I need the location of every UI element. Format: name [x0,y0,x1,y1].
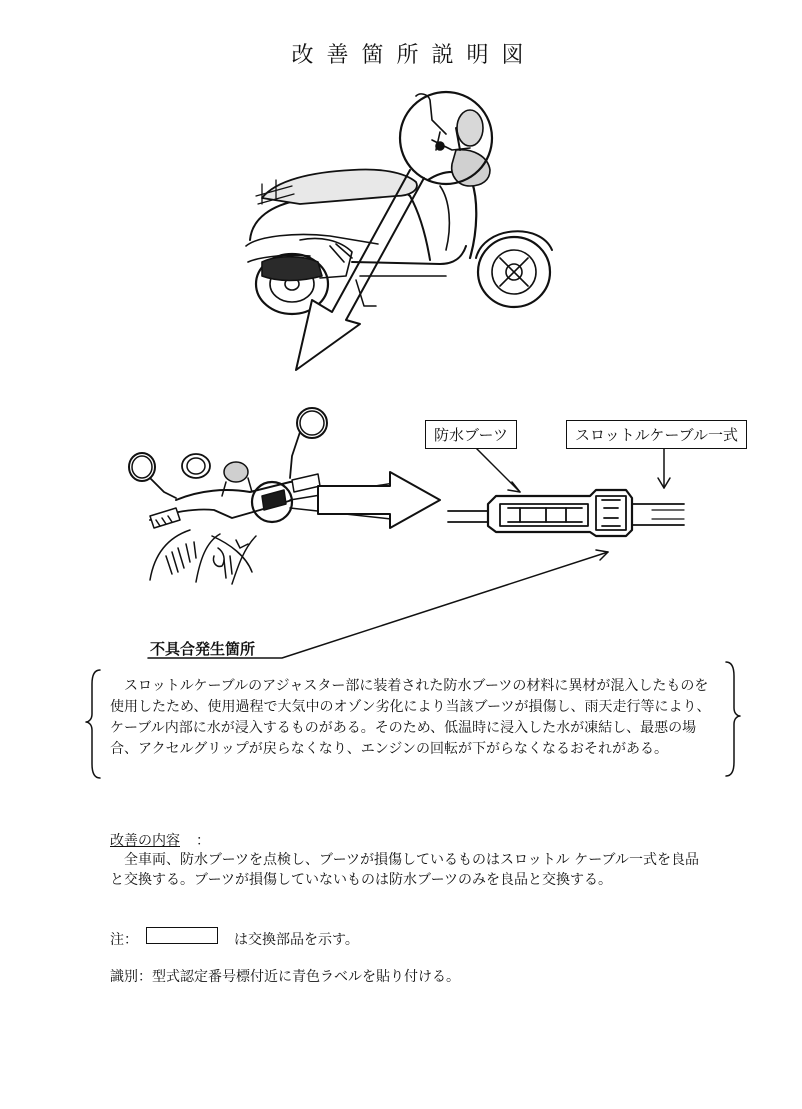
document-title: 改善箇所説明図 [291,43,537,68]
defect-description: スロットルケーブルのアジャスター部に装着された防水ブーツの材料に異材が混入したものを使用したため、使用過程で大気中のオゾン劣化により当該ブーツが損傷し、雨天走行等により、ケーブル内部に水が浸入するものがある。そのため、低温時に浸入した水が凍結し、最悪の場合、アクセルグリップが戻らなくなり、エンジンの回転が下がらなくなるおそれがある。 [110,678,711,757]
identification-text: 識別：型式認定番号標付近に青色ラベルを貼り付ける。 [110,969,460,985]
cable-label: スロットルケーブル一式 [566,420,747,449]
boot-cross-section [448,490,684,536]
note-text: は交換部品を示す。 [234,932,359,948]
note-label: 注： [110,932,138,948]
replacement-part-legend-box [146,927,218,944]
improvement-description: 全車両、防水ブーツを点検し、ブーツが損傷しているものはスロットル ケーブル一式を良品と交換する。ブーツが損傷していないものは防水ブーツのみを良品と交換する。 [110,852,699,888]
handlebar-illustration [129,408,327,584]
boot-label: 防水ブーツ [425,420,517,449]
improvement-heading: 改善の内容 [110,833,180,849]
scooter-illustration [246,122,552,314]
improvement-heading-colon: ： [196,833,210,849]
defect-heading: 不具合発生箇所 [150,640,256,658]
